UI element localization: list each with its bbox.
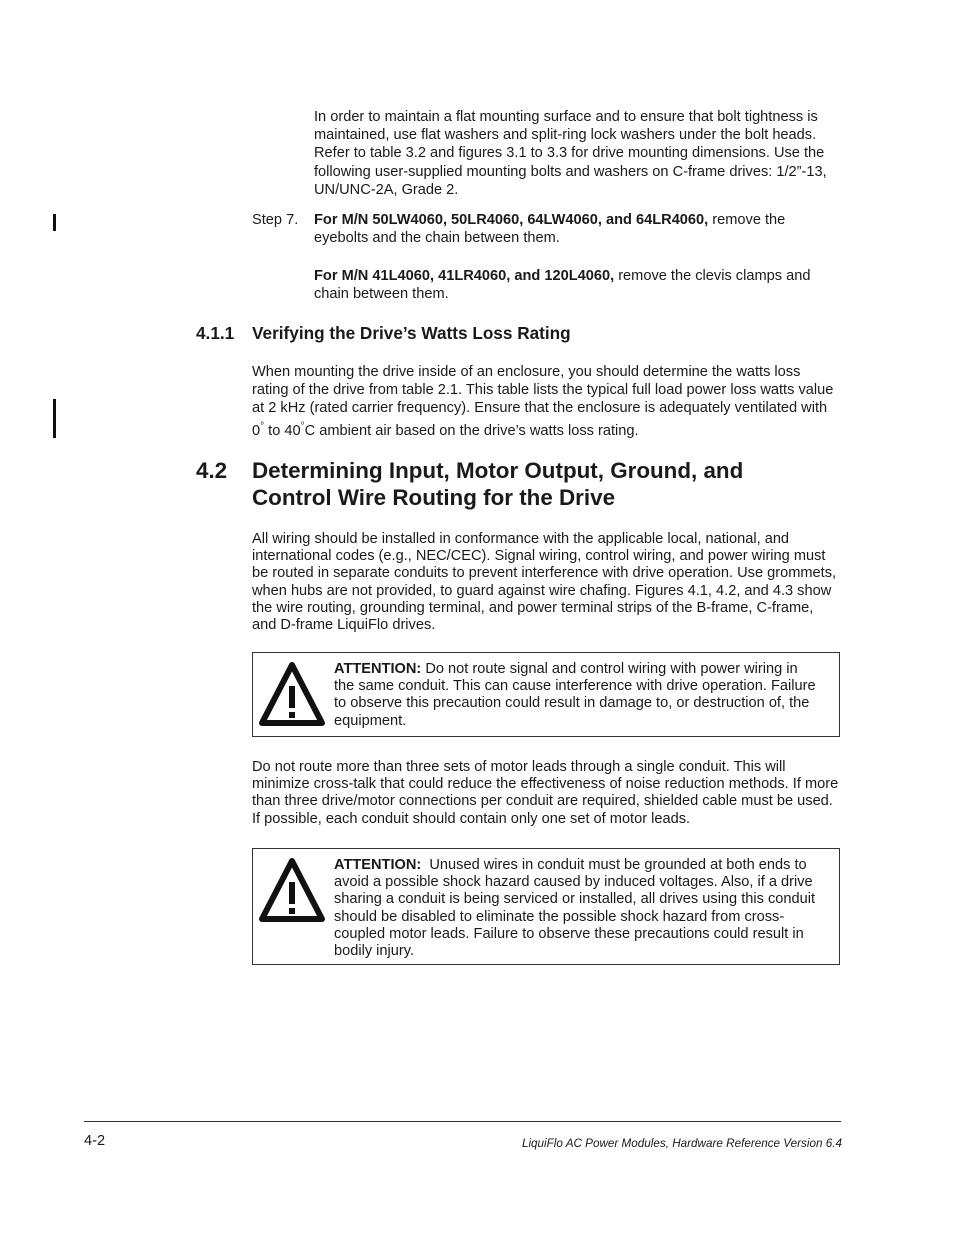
intro-paragraph: In order to maintain a flat mounting surface and to ensure that bolt tightness is maintained, use flat washers and split-ring lock washers under the bolt heads. Refer to table 3.2 and figures 3.1 to 3.3 for drive mounting dimensions. Use the following user-supplied mounting bolts and washers on C-frame drives: 1/2”-13, UN/UNC-2A, Grade 2.	[314, 109, 827, 198]
section-4-1-1-title: Verifying the Drive’s Watts Loss Rating	[252, 323, 571, 343]
motor-leads-paragraph: Do not route more than three sets of motor leads through a single conduit. This will minimize cross-talk that could reduce the effectiveness of noise reduction methods. If more than three drive/motor connections per conduit are required, shielded cable must be used. If possible, each conduit should contain only one set of motor leads.	[252, 759, 839, 827]
step-label: Step 7.	[252, 212, 299, 228]
warning-triangle-icon	[258, 857, 326, 923]
attention-label: ATTENTION:	[334, 661, 422, 677]
section-4-1-1-body: When mounting the drive inside of an enclosure, you should determine the watts loss rating of the drive from table 2.1. This table lists the typical full load power loss watts value at 2 kHz (rated carrier frequency). Ensure that the enclosure is adequately ventilated with 0° to 40°C ambient air based on the drive’s watts loss rating.	[252, 364, 834, 439]
degree-symbol: °	[300, 420, 305, 432]
change-bar	[53, 214, 56, 231]
section-4-2-body: All wiring should be installed in conformance with the applicable local, national, and international codes (e.g., NEC/CEC). Signal wiring, control wiring, and power wiring must be routed in separate conduits to prevent interference with drive operation. Use grommets, when hubs are not provided, to guard against wire chafing. Figures 4.1, 4.2, and 4.3 show the wire routing, grounding terminal, and power terminal strips of the B-frame, C-frame, and D-frame LiquiFlo drives.	[252, 531, 837, 634]
attention-box	[252, 848, 840, 965]
section-4-2-title: Determining Input, Motor Output, Ground, and Control Wire Routing for the Drive	[252, 458, 744, 510]
warning-triangle-icon	[258, 661, 326, 727]
section-4-1-1-number: 4.1.1	[196, 323, 235, 343]
attention-label: ATTENTION:	[334, 857, 422, 873]
step7-instruction-2: For M/N 41L4060, 41LR4060, and 120L4060, remove the clevis clamps and chain between them.	[314, 268, 811, 303]
page-number: 4-2	[84, 1133, 106, 1149]
degree-symbol: °	[260, 420, 265, 432]
model-list-bold: For M/N 50LW4060, 50LR4060, 64LW4060, and 64LR4060,	[314, 212, 709, 228]
document-title: LiquiFlo AC Power Modules, Hardware Reference Version 6.4	[521, 1137, 842, 1150]
attention-box	[252, 652, 840, 737]
attention-text: ATTENTION: Do not route signal and control wiring with power wiring in the same conduit. This can cause interference with drive operation. Failure to observe this precaution could result in damage to, or destruction of, the equipment.	[334, 661, 816, 729]
step7-instruction-1: For M/N 50LW4060, 50LR4060, 64LW4060, and 64LR4060, remove the eyebolts and the chain between them.	[314, 212, 786, 247]
attention-text: ATTENTION: Unused wires in conduit must be grounded at both ends to avoid a possible shock hazard caused by induced voltages. Also, if a drive sharing a conduit is being serviced or installed, all drives using this conduit should be disabled to eliminate the possible shock hazard from cross-coupled motor leads. Failure to observe these precautions could result in bodily injury.	[334, 857, 820, 960]
section-4-2-number: 4.2	[196, 458, 228, 483]
model-list-bold: For M/N 41L4060, 41LR4060, and 120L4060,	[314, 268, 615, 284]
footer-rule	[84, 1121, 841, 1122]
change-bar	[53, 399, 56, 438]
